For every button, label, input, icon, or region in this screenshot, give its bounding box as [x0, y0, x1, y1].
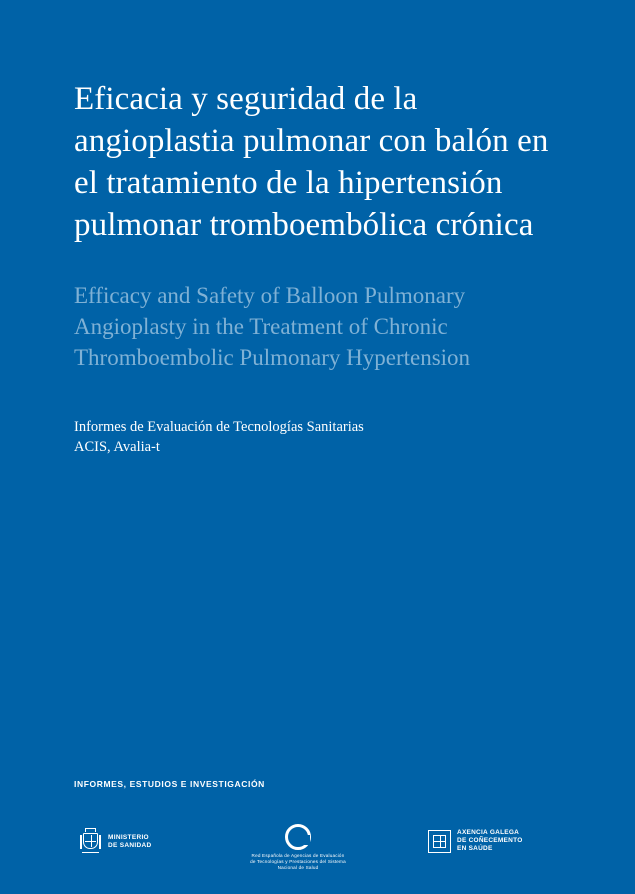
cover-content: [74, 78, 575, 457]
ministerio-line-2: DE SANIDAD: [108, 841, 152, 849]
page-title-english: Efficacy and Safety of Balloon Pulmonary Angioplasty in the Treatment of Chronic Thromboembolic Pulmonary Hypertension: [74, 283, 471, 370]
red-line-1: Red Española de Agencias de Evaluación: [251, 853, 345, 858]
series-line-1: Informes de Evaluación de Tecnologías Sanitarias: [74, 419, 364, 435]
spain-coat-of-arms-icon: [80, 828, 101, 855]
red-line-2: de Tecnologías y Prestaciones del Sistema Nacional de Salud: [250, 859, 346, 870]
circle-mark-icon: [285, 824, 311, 850]
red-espanola-logo: [243, 824, 353, 871]
page-title-spanish: Eficacia y seguridad de la angioplastia pulmonar con balón en el tratamiento de la hipertensión pulmonar tromboembólica crónica: [74, 81, 549, 243]
axencia-logo-text: [457, 829, 523, 853]
red-logo-text: [243, 853, 353, 871]
axencia-galega-logo: [428, 829, 523, 853]
logo-row: [0, 824, 635, 874]
ministerio-sanidad-logo: [80, 828, 151, 855]
series-line-2: ACIS, Avalia-t: [74, 439, 160, 455]
ministerio-line-1: MINISTERIO: [108, 833, 149, 841]
axencia-line-1: AXENCIA GALEGA: [457, 829, 520, 836]
footer-collection-label: INFORMES, ESTUDIOS E INVESTIGACIÓN: [74, 779, 265, 789]
axencia-square-mark-icon: [428, 830, 451, 853]
axencia-line-3: EN SAÚDE: [457, 845, 493, 852]
axencia-line-2: DE COÑECEMENTO: [457, 837, 523, 844]
ministerio-logo-text: [108, 834, 151, 850]
series-block: [74, 373, 575, 457]
